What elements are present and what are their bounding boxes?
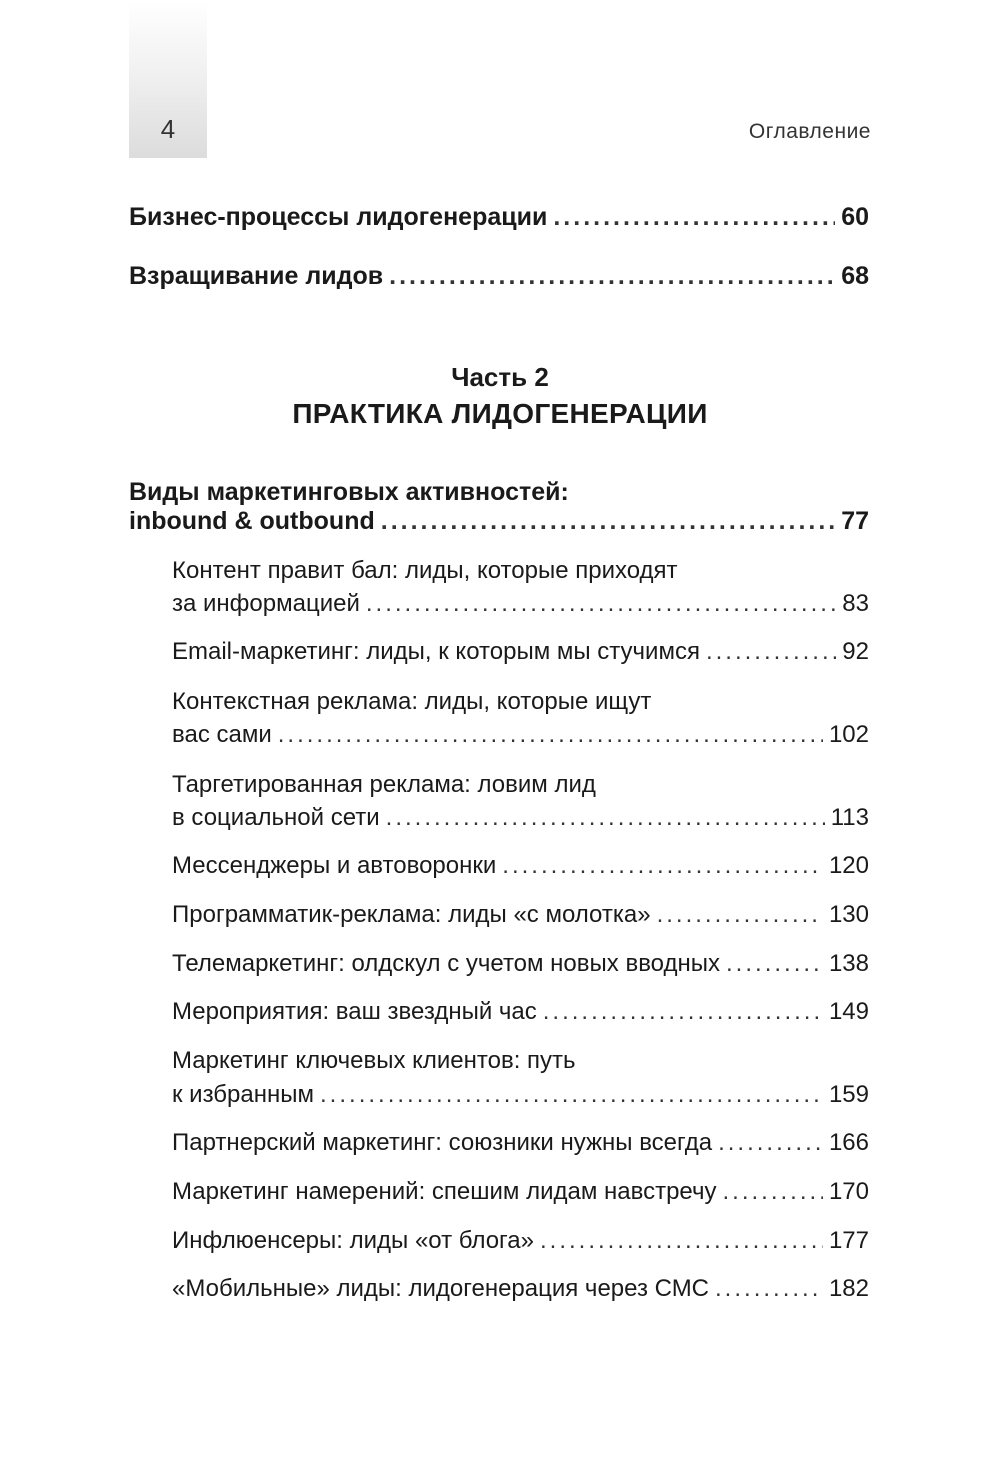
- toc-entry-section[interactable]: [172, 901, 869, 929]
- toc-entry-page: 92: [842, 638, 869, 665]
- toc-entry-page: 83: [842, 590, 869, 617]
- chapter-title-line1[interactable]: Виды маркетинговых активностей:: [129, 478, 569, 506]
- toc-entry-section[interactable]: [172, 590, 869, 618]
- section-title: Телемаркетинг: олдскул с учетом новых вводных: [172, 950, 721, 977]
- toc-entry-chapter[interactable]: [129, 507, 869, 536]
- toc-entry-page: 120: [828, 852, 869, 879]
- part-title: ПРАКТИКА ЛИДОГЕНЕРАЦИИ: [292, 398, 708, 429]
- toc-entry-section[interactable]: [172, 638, 869, 666]
- toc-entry-section[interactable]: [172, 1081, 869, 1109]
- dot-leader: [543, 998, 823, 1026]
- section-title-line1[interactable]: Контент правит бал: лиды, которые приходят: [172, 557, 678, 584]
- toc-entry-page: 166: [828, 1129, 869, 1156]
- toc-entry-page: 102: [828, 721, 869, 748]
- running-head: Оглавление: [748, 120, 871, 143]
- section-title: Email-маркетинг: лиды, к которым мы стучимся: [172, 638, 700, 665]
- section-title: «Мобильные» лиды: лидогенерация через СМС: [172, 1275, 710, 1302]
- toc-entry[interactable]: [129, 262, 869, 291]
- toc-entry-title: Взращивание лидов: [129, 262, 384, 290]
- toc-entry-section[interactable]: [172, 950, 869, 978]
- section-title-line1[interactable]: Маркетинг ключевых клиентов: путь: [172, 1047, 576, 1074]
- dot-leader: [715, 1275, 823, 1303]
- toc-entry-section[interactable]: [172, 1129, 869, 1157]
- dot-leader: [381, 507, 835, 536]
- dot-leader: [722, 1178, 822, 1206]
- toc-entry-page: 68: [841, 262, 869, 290]
- section-title-line2: в социальной сети: [172, 804, 380, 831]
- toc-entry-page: 149: [828, 998, 869, 1025]
- toc-entry[interactable]: [129, 203, 869, 232]
- toc-entry-page: 170: [828, 1178, 869, 1205]
- dot-leader: [553, 203, 835, 232]
- toc-entry-section[interactable]: [172, 721, 869, 749]
- section-title: Программатик-реклама: лиды «с молотка»: [172, 901, 651, 928]
- toc-entry-title: Бизнес-процессы лидогенерации: [129, 203, 548, 231]
- toc-entry-page: 77: [841, 507, 869, 535]
- toc-entry-page: 138: [828, 950, 869, 977]
- dot-leader: [386, 804, 825, 832]
- section-title-line2: вас сами: [172, 721, 272, 748]
- section-title: Мессенджеры и автоворонки: [172, 852, 497, 879]
- page-number: 4: [160, 114, 176, 144]
- toc-entry-section[interactable]: [172, 852, 869, 880]
- section-title-line2: за информацией: [172, 590, 360, 617]
- dot-leader: [718, 1129, 823, 1157]
- section-title-line1[interactable]: Контекстная реклама: лиды, которые ищут: [172, 688, 652, 715]
- toc-entry-page: 113: [830, 804, 869, 831]
- toc-entry-page: 60: [841, 203, 869, 231]
- dot-leader: [706, 638, 836, 666]
- dot-leader: [657, 901, 823, 929]
- dot-leader: [366, 590, 836, 618]
- section-title: Маркетинг намерений: спешим лидам навстречу: [172, 1178, 717, 1205]
- dot-leader: [502, 852, 823, 880]
- toc-entry-page: 159: [828, 1081, 869, 1108]
- section-title: Партнерский маркетинг: союзники нужны всегда: [172, 1129, 713, 1156]
- section-title: Мероприятия: ваш звездный час: [172, 998, 537, 1025]
- toc-entry-section[interactable]: [172, 1227, 869, 1255]
- dot-leader: [278, 721, 823, 749]
- toc-entry-section[interactable]: [172, 1178, 869, 1206]
- toc-entry-page: 130: [828, 901, 869, 928]
- section-title: Инфлюенсеры: лиды «от блога»: [172, 1227, 534, 1254]
- toc-entry-section[interactable]: [172, 998, 869, 1026]
- page-number-tab: [129, 0, 207, 158]
- toc-entry-page: 177: [828, 1227, 869, 1254]
- dot-leader: [320, 1081, 823, 1109]
- toc-entry-page: 182: [828, 1275, 869, 1302]
- dot-leader: [540, 1227, 823, 1255]
- section-title-line2: к избранным: [172, 1081, 315, 1108]
- section-title-line1[interactable]: Таргетированная реклама: ловим лид: [172, 771, 596, 798]
- dot-leader: [726, 950, 823, 978]
- dot-leader: [389, 262, 835, 291]
- chapter-title-line2: inbound & outbound: [129, 507, 375, 535]
- part-label: Часть 2: [451, 362, 549, 392]
- toc-entry-section[interactable]: [172, 1275, 869, 1303]
- toc-entry-section[interactable]: [172, 804, 869, 832]
